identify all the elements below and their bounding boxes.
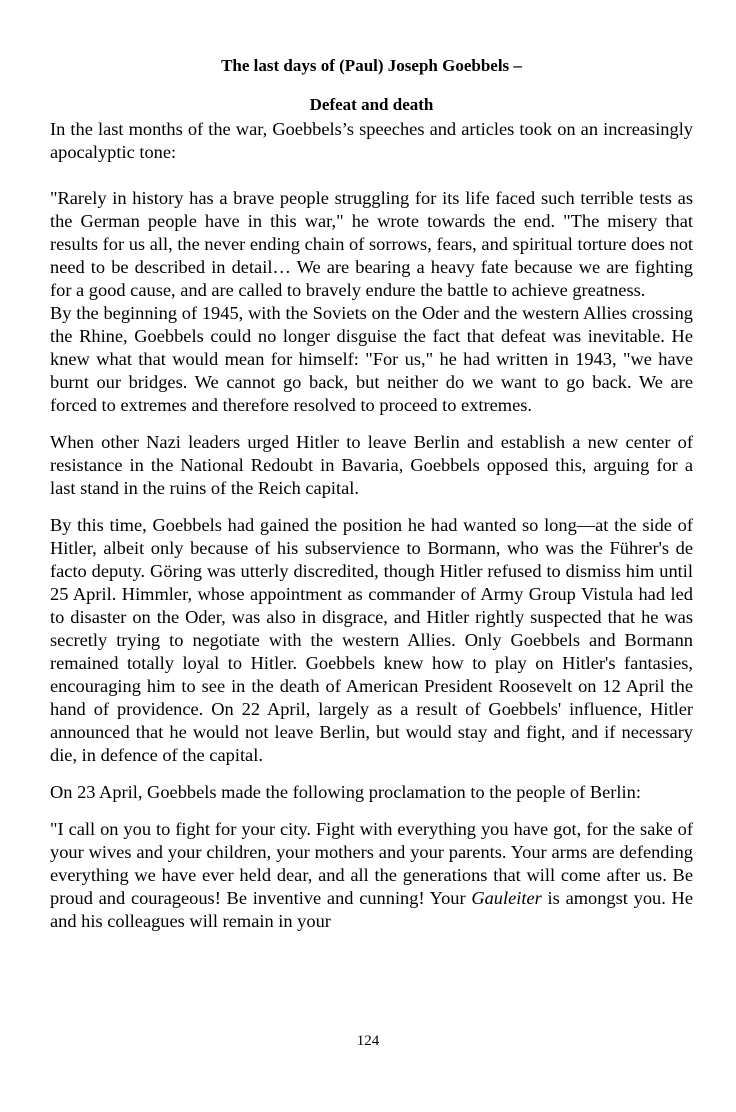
paragraph-quote-rarely: "Rarely in history has a brave people struggling for its life faced such terrible tests as the German people have in this war," he wrote towards the end. "The misery that results for us all, the never ending chain of sorrows, fears, and spiritual torture does not need to be described in detail… We are bearing a heavy fate because we are fighting for a good cause, and are called to bravely endure the battle to achieve greatness. (50, 188, 693, 300)
paragraph-beginning-1945: By the beginning of 1945, with the Soviets on the Oder and the western Allies crossing the Rhine, Goebbels could no longer disguise the fact that defeat was inevitable. He knew what that would mean for himself: "For us," he had written in 1943, "we have burnt our bridges. We cannot go back, but neither do we want to go back. We are forced to extremes and therefore resolved to proceed to extremes. (50, 303, 693, 415)
proclamation-text-end: is amongst you. He and his colleagues will remain in your (50, 888, 693, 931)
document-title: The last days of (Paul) Joseph Goebbels – (221, 56, 522, 75)
paragraph-proclamation (50, 818, 693, 933)
gauleiter-term: Gauleiter (471, 888, 542, 908)
document-page (50, 54, 693, 933)
paragraph-proclamation-intro: On 23 April, Goebbels made the following proclamation to the people of Berlin: (50, 782, 641, 802)
paragraph-intro: In the last months of the war, Goebbels’s speeches and articles took on an increasingly apocalyptic tone: (50, 119, 693, 162)
paragraph-position-hitler: By this time, Goebbels had gained the position he had wanted so long—at the side of Hitler, albeit only because of his subservience to Bormann, who was the Führer's de facto deputy. Göring was utterly discredited, though Hitler refused to dismiss him until 25 April. Himmler, whose appointment as commander of Army Group Vistula had led to disaster on the Oder, was also in disgrace, and Hitler rightly suspected that he was secretly trying to negotiate with the western Allies. Only Goebbels and Bormann remained totally loyal to Hitler. Goebbels knew how to play on Hitler's fantasies, encouraging him to see in the death of American President Roosevelt on 12 April the hand of providence. On 22 April, largely as a result of Goebbels' influence, Hitler announced that he would not leave Berlin, but would stay and fight, and if necessary die, in defence of the capital. (50, 515, 693, 765)
paragraph-national-redoubt: When other Nazi leaders urged Hitler to leave Berlin and establish a new center of resistance in the National Redoubt in Bavaria, Goebbels opposed this, arguing for a last stand in the ruins of the Reich capital. (50, 432, 693, 498)
document-subtitle: Defeat and death (309, 95, 434, 114)
proclamation-text-start: "I call on you to fight for your city. Fight with everything you have got, for the sake of your wives and your children, your mothers and your parents. Your arms are defending everything we have ever held dear, and all the generations that will come after us. Be proud and courageous! Be inventive and cunning! Your (50, 819, 693, 908)
page-number: 124 (356, 1033, 380, 1049)
